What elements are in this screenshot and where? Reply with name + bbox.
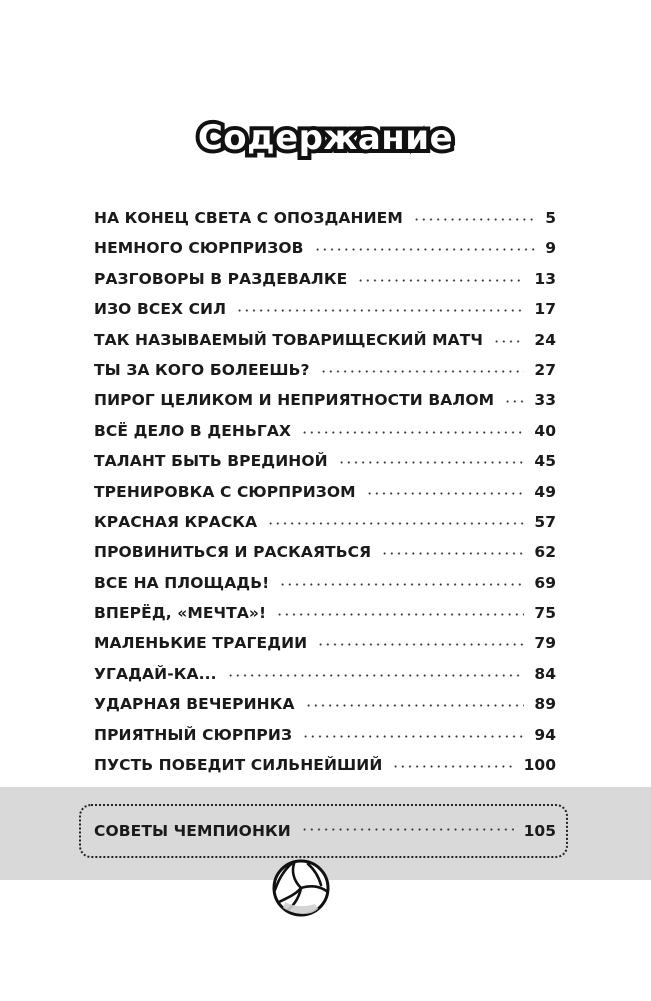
dot-leader [366,492,525,495]
tips-page-number: 105 [523,822,556,840]
dot-leader [279,583,524,586]
toc-entry[interactable] [94,325,556,355]
toc-entry[interactable] [94,233,556,263]
toc-entry[interactable] [94,750,556,780]
toc-entry[interactable] [94,264,556,294]
table-of-contents [94,203,556,780]
toc-entry-label: НА КОНЕЦ СВЕТА С ОПОЗДАНИЕМ [94,209,403,227]
toc-entry-label: ВСЁ ДЕЛО В ДЕНЬГАХ [94,421,292,440]
dot-leader [338,461,525,464]
toc-entry-page: 24 [534,330,556,349]
toc-entry[interactable] [94,507,556,537]
toc-entry-page: 62 [534,543,556,562]
dot-leader [314,248,536,251]
dot-leader [413,218,535,221]
dot-leader [493,340,524,343]
toc-entry-label: УДАРНАЯ ВЕЧЕРИНКА [94,695,295,714]
tips-entry[interactable] [94,805,556,857]
toc-entry-label: ТРЕНИРОВКА С СЮРПРИЗОМ [94,482,356,501]
toc-entry[interactable] [94,598,556,628]
toc-entry-label: МАЛЕНЬКИЕ ТРАГЕДИИ [94,634,308,653]
toc-entry[interactable] [94,203,556,233]
toc-entry-label: ПРИЯТНЫЙ СЮРПРИЗ [94,725,293,744]
toc-entry-label: НЕМНОГО СЮРПРИЗОВ [94,239,304,258]
dot-leader [276,613,524,616]
toc-entry-page: 100 [523,756,556,775]
toc-entry-page: 89 [534,695,556,714]
toc-entry-label: ТЫ ЗА КОГО БОЛЕЕШЬ? [94,360,310,379]
dot-leader [302,735,524,738]
dot-leader [236,309,524,312]
toc-entry-label: ТАЛАНТ БЫТЬ ВРЕДИНОЙ [94,452,328,471]
toc-entry[interactable] [94,659,556,689]
dot-leader [392,765,513,768]
toc-entry-page: 49 [534,482,556,501]
toc-entry-label: КРАСНАЯ КРАСКА [94,512,258,531]
dot-leader [381,552,524,555]
toc-entry-page: 69 [534,573,556,592]
toc-entry-page: 9 [545,239,556,258]
dot-leader [357,279,524,282]
toc-entry-page: 75 [534,604,556,623]
toc-entry-label: ПУСТЬ ПОБЕДИТ СИЛЬНЕЙШИЙ [94,756,383,775]
dot-leader [227,674,525,677]
toc-entry-page: 27 [534,360,556,379]
dot-leader [301,828,514,831]
toc-entry[interactable] [94,416,556,446]
volleyball-icon [271,858,331,918]
toc-entry-page: 79 [534,634,556,653]
toc-entry-label: УГАДАЙ-КА... [94,664,217,683]
toc-entry-page: 17 [534,300,556,319]
toc-entry-page: 33 [534,391,556,410]
dot-leader [301,431,524,434]
toc-entry-label: ПРОВИНИТЬСЯ И РАСКАЯТЬСЯ [94,543,372,562]
toc-entry-page: 40 [534,421,556,440]
toc-entry[interactable] [94,355,556,385]
toc-entry-label: ПИРОГ ЦЕЛИКОМ И НЕПРИЯТНОСТИ ВАЛОМ [94,391,495,410]
toc-entry-label: ВСЕ НА ПЛОЩАДЬ! [94,573,270,592]
toc-entry-page: 57 [534,512,556,531]
toc-entry-label: ИЗО ВСЕХ СИЛ [94,300,227,319]
toc-entry[interactable] [94,568,556,598]
toc-entry[interactable] [94,294,556,324]
toc-entry[interactable] [94,446,556,476]
toc-entry[interactable] [94,689,556,719]
dot-leader [305,704,525,707]
toc-entry[interactable] [94,385,556,415]
toc-entry[interactable] [94,477,556,507]
toc-entry-label: РАЗГОВОРЫ В РАЗДЕВАЛКЕ [94,269,348,288]
toc-entry-page: 13 [534,269,556,288]
toc-entry[interactable] [94,537,556,567]
dot-leader [504,400,524,403]
dot-leader [320,370,525,373]
page-title: Содержание [197,118,454,158]
toc-entry-page: 45 [534,452,556,471]
toc-entry-page: 94 [534,725,556,744]
toc-entry-label: ВПЕРЁД, «МЕЧТА»! [94,604,267,623]
toc-entry-page: 84 [534,664,556,683]
tips-label: СОВЕТЫ ЧЕМПИОНКИ [94,822,291,840]
dot-leader [317,643,524,646]
toc-entry[interactable] [94,628,556,658]
toc-entry-page: 5 [545,209,556,227]
toc-entry-label: ТАК НАЗЫВАЕМЫЙ ТОВАРИЩЕСКИЙ МАТЧ [94,330,484,349]
dot-leader [267,522,524,525]
toc-entry[interactable] [94,720,556,750]
